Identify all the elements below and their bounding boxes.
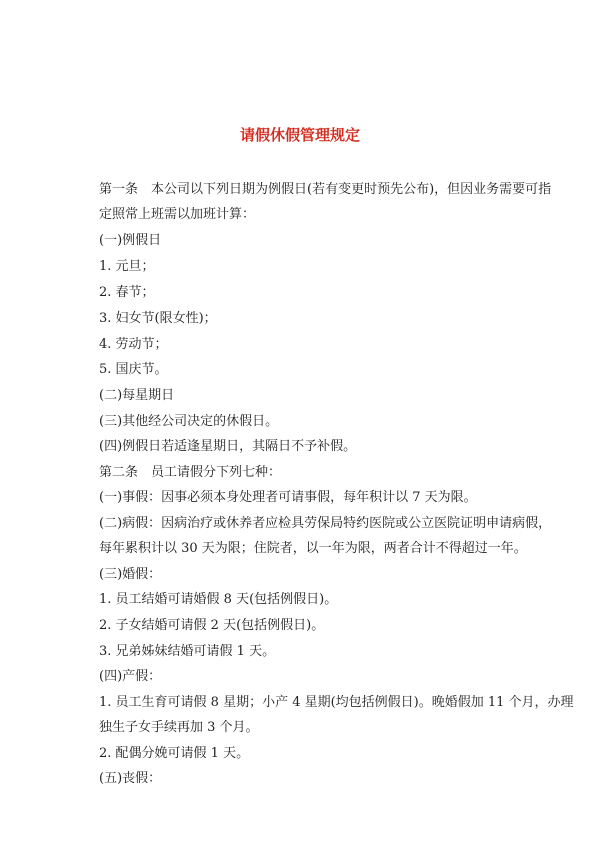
text-line: 定照常上班需以加班计算： [99, 207, 256, 222]
text-line: (二)病假：因病治疗或休养者应检具劳保局特约医院或公立医院证明申请病假， [99, 516, 552, 531]
text-line: 2. 配偶分娩可请假 1 天。 [99, 746, 250, 761]
text-line: (一)例假日 [99, 233, 162, 248]
text-line: (一)事假：因事必须本身处理者可请事假，每年积计以 7 天为限。 [99, 490, 477, 505]
text-line: 3. 妇女节(限女性)； [99, 311, 217, 326]
text-line: (二)每星期日 [99, 388, 175, 403]
text-line: 1. 员工结婚可请婚假 8 天(包括例假日)。 [99, 592, 338, 607]
text-line: 独生子女手续再加 3 个月。 [99, 720, 259, 735]
text-line: (三)婚假： [99, 567, 162, 582]
text-line: 1. 元旦； [99, 259, 155, 274]
text-line: 2. 春节； [99, 285, 155, 300]
text-line: 每年累积计以 30 天为限；住院者，以一年为限，两者合计不得超过一年。 [99, 541, 527, 556]
text-line: (三)其他经公司决定的休假日。 [99, 414, 279, 429]
text-line: (四)例假日若适逢星期日，其隔日不予补假。 [99, 439, 357, 454]
text-line: 1. 员工生育可请假 8 星期；小产 4 星期(均包括例假日)。晚婚假加 11 个月，办理 [99, 695, 574, 710]
text-line: 5. 国庆节。 [99, 362, 168, 377]
text-line: 第一条 本公司以下列日期为例假日(若有变更时预先公布)，但因业务需要可指 [99, 182, 552, 197]
text-line: (四)产假： [99, 669, 162, 684]
document-title: 请假休假管理规定 [239, 126, 360, 144]
text-line: 3. 兄弟姊妹结婚可请假 1 天。 [99, 644, 276, 659]
text-line: 4. 劳动节； [99, 337, 168, 352]
text-line: 2. 子女结婚可请假 2 天(包括例假日)。 [99, 618, 325, 633]
text-line: (五)丧假： [99, 771, 162, 786]
text-line: 第二条 员工请假分下列七种： [99, 465, 282, 480]
